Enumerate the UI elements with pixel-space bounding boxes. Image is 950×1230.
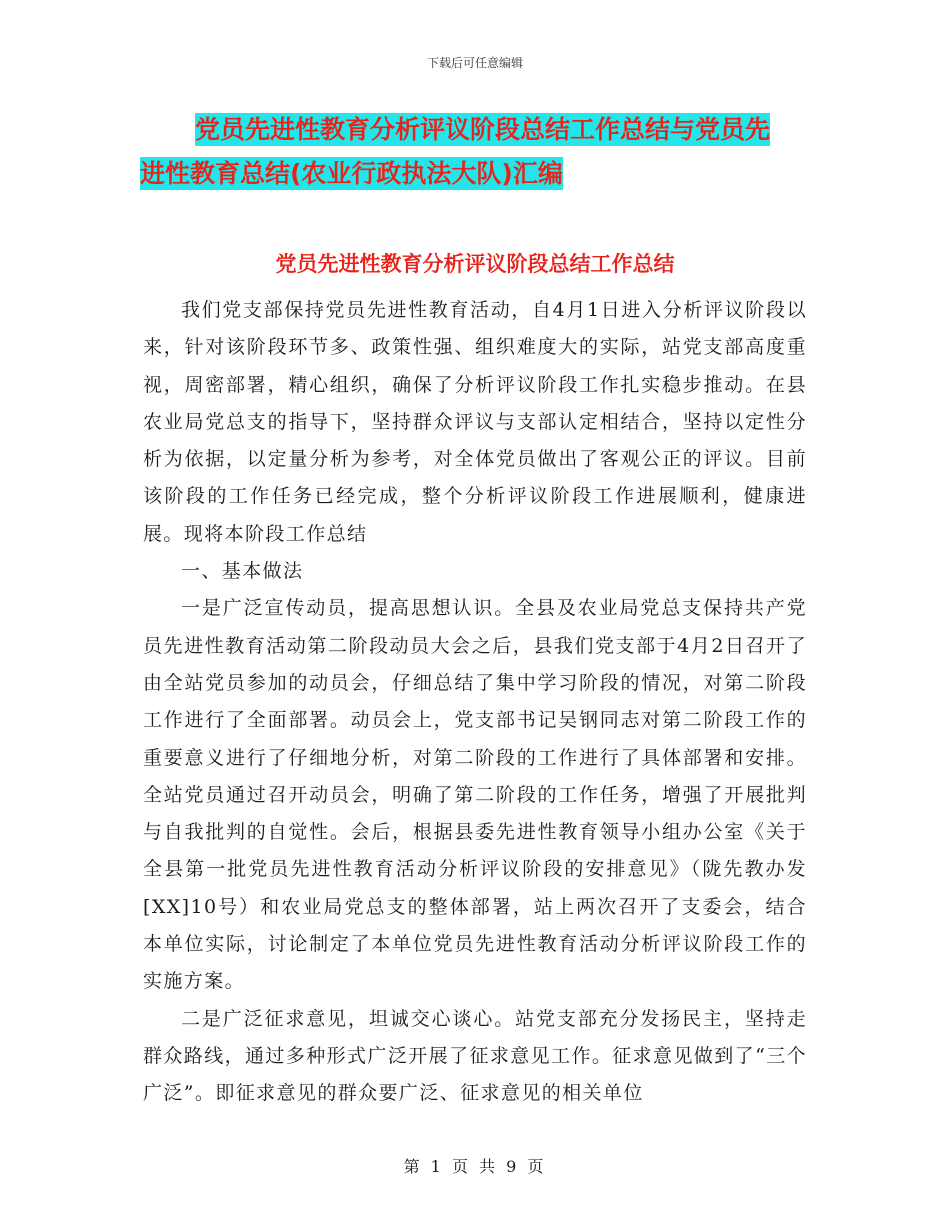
paragraph-heading-basic-methods: 一、基本做法	[181, 560, 304, 583]
document-body	[143, 292, 807, 1113]
paragraph-intro: 我们党支部保持党员先进性教育活动，自4月1日进入分析评议阶段以来，针对该阶段环节多、政策性强、组织难度大的实际，站党支部高度重视，周密部署，精心组织，确保了分析评议阶段工作扎实稳步推动。在县农业局党总支的指导下，坚持群众评议与支部认定相结合，坚持以定性分析为依据，以定量分析为参考，对全体党员做出了客观公正的评议。目前该阶段的工作任务已经完成，整个分析评议阶段工作进展顺利，健康进展。现将本阶段工作总结	[143, 299, 807, 545]
page-header-note: 下载后可任意编辑	[426, 56, 523, 70]
title-line-2: 进性教育总结(农业行政执法大队)汇编	[140, 159, 563, 188]
title-line-1: 党员先进性教育分析评议阶段总结工作总结与党员先	[195, 115, 771, 144]
page-number-footer: 第 1 页 共 9 页	[403, 1157, 547, 1176]
paragraph-point-one: 一是广泛宣传动员，提高思想认识。全县及农业局党总支保持共产党员先进性教育活动第二阶段动员大会之后，县我们党支部于4月2日召开了由全站党员参加的动员会，仔细总结了集中学习阶段的情况，对第二阶段工作进行了全面部署。动员会上，党支部书记吴钢同志对第二阶段工作的重要意义进行了仔细地分析，对第二阶段的工作进行了具体部署和安排。全站党员通过召开动员会，明确了第二阶段的工作任务，增强了开展批判与自我批判的自觉性。会后，根据县委先进性教育领导小组办公室《关于全县第一批党员先进性教育活动分析评议阶段的安排意见》（陇先教办发[XX]10号）和农业局党总支的整体部署，站上两次召开了支委会，结合本单位实际，讨论制定了本单位党员先进性教育活动分析评议阶段工作的实施方案。	[143, 597, 807, 993]
document-title	[140, 108, 820, 196]
paragraph-point-two: 二是广泛征求意见，坦诚交心谈心。站党支部充分发扬民主，坚持走群众路线，通过多种形式广泛开展了征求意见工作。征求意见做到了“三个广泛”。即征求意见的群众要广泛、征求意见的相关单位	[143, 1007, 807, 1105]
section-title: 党员先进性教育分析评议阶段总结工作总结	[275, 252, 675, 276]
